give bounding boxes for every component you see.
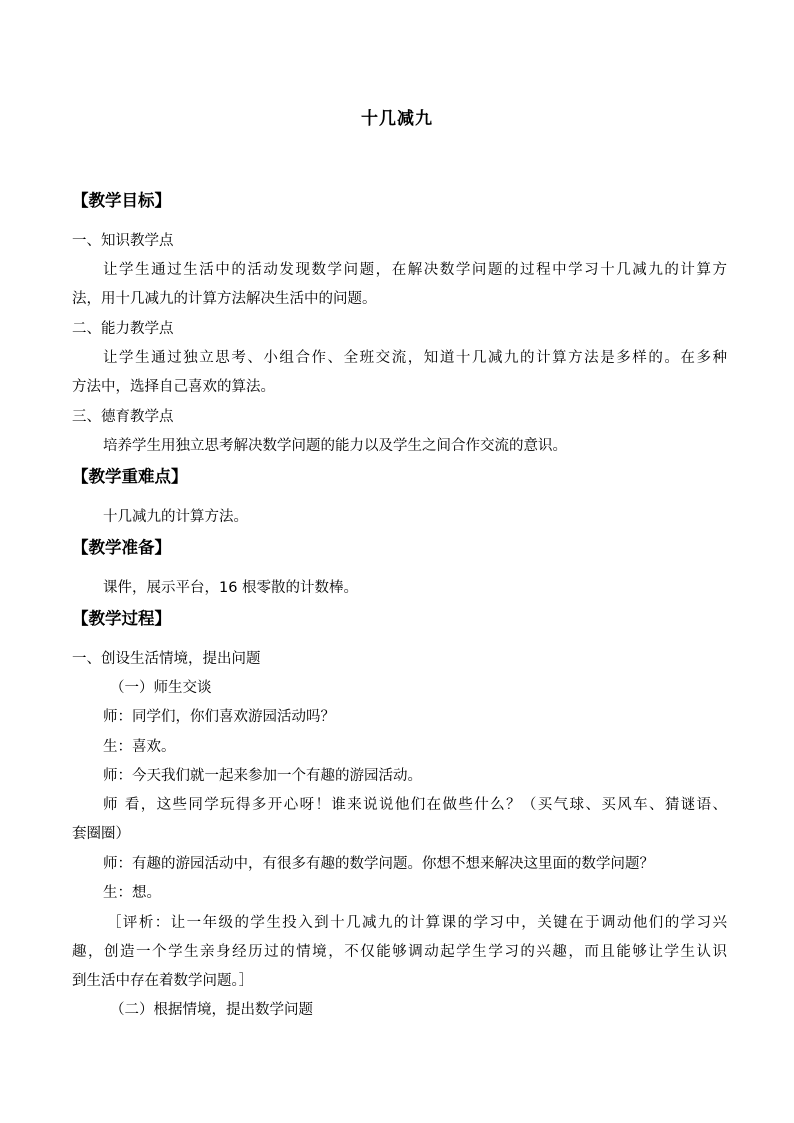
comment-line1: ［评析：让一年级的学生投入到十几减九的计算课的学习中，关键在于调动他们的学习兴 — [107, 915, 727, 931]
step1-subtitle2: （二）根据情境，提出数学问题 — [110, 1002, 313, 1018]
goal2-text-line2: 方法中，选择自己喜欢的算法。 — [72, 379, 275, 395]
comment-line3: 到生活中存在着数学问题。］ — [72, 973, 254, 989]
preparation-text: 课件，展示平台，16 根零散的计数棒。 — [103, 580, 359, 596]
dialog-line2: 生：喜欢。 — [103, 739, 176, 755]
dialog-line6: 生：想。 — [103, 885, 161, 901]
goal3-text-line1: 培养学生用独立思考解决数学问题的能力以及学生之间合作交流的意识。 — [103, 438, 567, 454]
goal2-title: 二、能力教学点 — [72, 321, 174, 337]
goal2-text-line1: 让学生通过独立思考、小组合作、全班交流，知道十几减九的计算方法是多样的。在多种 — [103, 350, 727, 366]
dialog-line1: 师：同学们，你们喜欢游园活动吗？ — [103, 709, 335, 725]
goal1-title: 一、知识教学点 — [72, 233, 174, 249]
goal3-title: 三、德育教学点 — [72, 409, 174, 425]
goal1-text-line1: 让学生通过生活中的活动发现数学问题，在解决数学问题的过程中学习十几减九的计算方 — [103, 262, 727, 278]
page-title: 十几减九 — [361, 109, 433, 129]
dialog-line5: 师：有趣的游园活动中，有很多有趣的数学问题。你想不想来解决这里面的数学问题？ — [103, 856, 654, 872]
comment-line2: 趣，创造一个学生亲身经历过的情境，不仅能够调动起学生学习的兴趣，而且能够让学生认识 — [72, 944, 727, 960]
section-heading-goals: 【教学目标】 — [72, 191, 171, 210]
key-points-text: 十几减九的计算方法。 — [103, 509, 248, 525]
dialog-line4b: 套圈圈） — [72, 826, 130, 842]
section-heading-key-points: 【教学重难点】 — [72, 467, 188, 486]
step1-title: 一、创设生活情境，提出问题 — [72, 651, 261, 667]
step1-subtitle1: （一）师生交谈 — [110, 680, 212, 696]
section-heading-process: 【教学过程】 — [72, 609, 171, 628]
dialog-line4a: 师 看，这些同学玩得多开心呀！谁来说说他们在做些什么？（买气球、买风车、猜谜语、 — [103, 797, 727, 813]
goal1-text-line2: 法，用十几减九的计算方法解决生活中的问题。 — [72, 291, 377, 307]
section-heading-preparation: 【教学准备】 — [72, 538, 171, 557]
dialog-line3: 师：今天我们就一起来参加一个有趣的游园活动。 — [103, 768, 422, 784]
